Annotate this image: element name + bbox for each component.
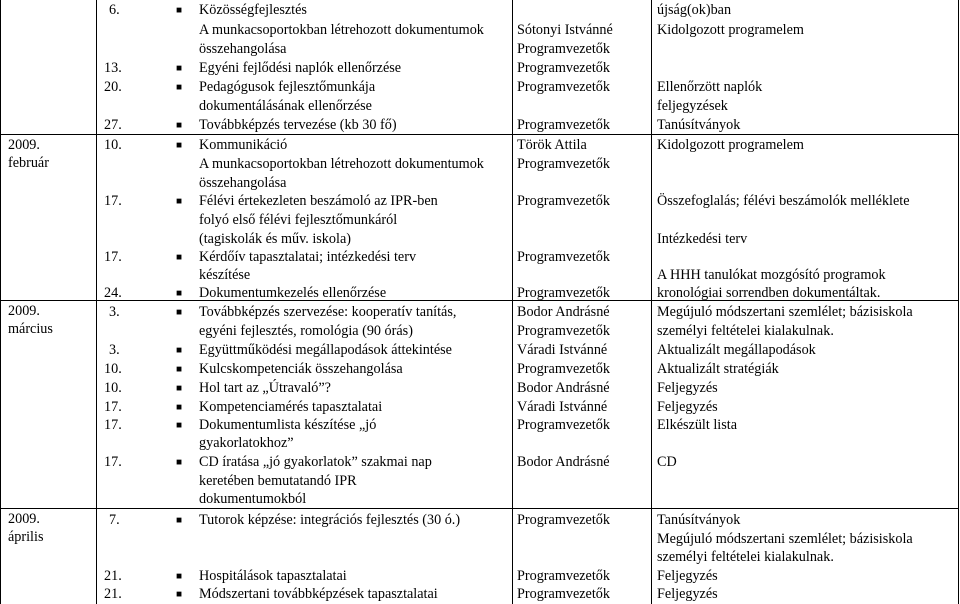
row-day: 6. [109, 2, 120, 18]
responsible-text: Váradi Istvánné [517, 399, 608, 415]
responsible-text: Programvezetők [517, 117, 610, 133]
row-day: 3. [109, 304, 120, 320]
row-day: 20. [104, 79, 122, 95]
result-text: Aktualizált stratégiák [657, 361, 779, 377]
result-text: Tanúsítványok [657, 512, 741, 528]
result-text: Ellenőrzött naplók [657, 79, 763, 95]
task-text: Módszertani továbbképzések tapasztalatai [199, 586, 438, 602]
responsible-text: Bodor Andrásné [517, 304, 610, 320]
bullet-icon: ■ [176, 5, 183, 16]
task-text: Pedagógusok fejlesztőmunkája [199, 79, 376, 95]
task-text: Félévi értekezleten beszámoló az IPR-ben [199, 193, 438, 209]
task-text: Dokumentumkezelés ellenőrzése [199, 285, 387, 301]
row-day: 21. [104, 568, 122, 584]
month-label-year: 2009. [8, 303, 40, 319]
task-text: Tutorok képzése: integrációs fejlesztés (30 ó.) [199, 512, 461, 528]
task-text: Hospitálások tapasztalatai [199, 568, 347, 584]
row-day: 24. [104, 285, 122, 301]
result-text: Összefoglalás; félévi beszámolók melléklete [657, 193, 910, 209]
bullet-icon: ■ [176, 120, 183, 131]
month-divider-february [0, 134, 959, 135]
result-text: Feljegyzés [657, 399, 718, 415]
result-text: újság(ok)ban [657, 2, 732, 18]
responsible-text: Programvezetők [517, 193, 610, 209]
row-day: 10. [104, 380, 122, 396]
responsible-text: Programvezetők [517, 323, 610, 339]
bullet-icon: ■ [176, 63, 183, 74]
bullet-icon: ■ [176, 383, 183, 394]
bullet-icon: ■ [176, 288, 183, 299]
result-text: Intézkedési terv [657, 231, 748, 247]
bullet-icon: ■ [176, 571, 183, 582]
month-label-name: április [8, 529, 44, 545]
month-label-name: február [8, 155, 49, 171]
responsible-text: Sótonyi Istvánné [517, 22, 613, 38]
task-text: összehangolása [199, 175, 287, 191]
task-text: készítése [199, 267, 251, 283]
task-text: összehangolása [199, 41, 287, 57]
task-text: Továbbképzés tervezése (kb 30 fő) [199, 117, 397, 133]
responsible-text: Programvezetők [517, 156, 610, 172]
task-text: egyéni fejlesztés, romológia (90 órás) [199, 323, 413, 339]
bullet-icon: ■ [176, 457, 183, 468]
task-text: Kompetenciamérés tapasztalatai [199, 399, 383, 415]
bullet-icon: ■ [176, 402, 183, 413]
bullet-icon: ■ [176, 345, 183, 356]
task-text: Kulcskompetenciák összehangolása [199, 361, 403, 377]
result-text: kronológiai sorrendben dokumentáltak. [657, 285, 881, 301]
bullet-icon: ■ [176, 589, 183, 600]
bullet-icon: ■ [176, 307, 183, 318]
row-day: 17. [104, 417, 122, 433]
month-label-name: március [8, 321, 53, 337]
responsible-text: Programvezetők [517, 285, 610, 301]
responsible-text: Programvezetők [517, 361, 610, 377]
task-text: dokumentálásának ellenőrzése [199, 98, 372, 114]
task-text: CD íratása „jó gyakorlatok” szakmai nap [199, 454, 432, 470]
responsible-text: Bodor Andrásné [517, 380, 610, 396]
result-text: feljegyzések [657, 98, 728, 114]
row-day: 3. [109, 342, 120, 358]
task-text: folyó első félévi fejlesztőmunkáról [199, 212, 398, 228]
result-text: A HHH tanulókat mozgósító programok [657, 267, 886, 283]
task-text: A munkacsoportokban létrehozott dokumentumok [199, 156, 484, 172]
task-text: A munkacsoportokban létrehozott dokumentumok [199, 22, 484, 38]
result-text: Kidolgozott programelem [657, 137, 804, 153]
task-text: Együttműködési megállapodások áttekintése [199, 342, 452, 358]
month-divider-april [0, 508, 959, 509]
row-day: 13. [104, 60, 122, 76]
responsible-text: Programvezetők [517, 60, 610, 76]
result-text: Feljegyzés [657, 380, 718, 396]
bullet-icon: ■ [176, 515, 183, 526]
table-border-right [958, 0, 959, 604]
row-day: 27. [104, 117, 122, 133]
result-text: Megújuló módszertani szemlélet; bázisiskola [657, 304, 913, 320]
task-text: Kommunikáció [199, 137, 288, 153]
table-border-left [0, 0, 1, 604]
task-text: (tagiskolák és műv. iskola) [199, 231, 351, 247]
task-text: gyakorlatokhoz” [199, 435, 294, 451]
task-text: Kérdőív tapasztalatai; intézkedési terv [199, 249, 417, 265]
responsible-text: Bodor Andrásné [517, 454, 610, 470]
task-text: Közösségfejlesztés [199, 2, 307, 18]
result-text: CD [657, 454, 677, 470]
bullet-icon: ■ [176, 420, 183, 431]
row-day: 21. [104, 586, 122, 602]
responsible-text: Programvezetők [517, 41, 610, 57]
bullet-icon: ■ [176, 252, 183, 263]
result-text: Kidolgozott programelem [657, 22, 804, 38]
responsible-text: Váradi Istvánné [517, 342, 608, 358]
task-text: keretében bemutatandó IPR [199, 473, 357, 489]
result-text: Aktualizált megállapodások [657, 342, 816, 358]
responsible-text: Török Attila [517, 137, 587, 153]
responsible-text: Programvezetők [517, 568, 610, 584]
bullet-icon: ■ [176, 140, 183, 151]
month-label-year: 2009. [8, 511, 40, 527]
month-label-year: 2009. [8, 137, 40, 153]
bullet-icon: ■ [176, 364, 183, 375]
result-text: Tanúsítványok [657, 117, 741, 133]
task-text: Dokumentumlista készítése „jó [199, 417, 377, 433]
result-text: Megújuló módszertani szemlélet; bázisiskola [657, 531, 913, 547]
task-text: Hol tart az „Útravaló”? [199, 380, 331, 396]
task-text: dokumentumokból [199, 491, 307, 507]
row-day: 10. [104, 361, 122, 377]
responsible-text: Programvezetők [517, 512, 610, 528]
bullet-icon: ■ [176, 82, 183, 93]
row-day: 17. [104, 249, 122, 265]
task-text: Továbbképzés szervezése: kooperatív tanítás, [199, 304, 457, 320]
column-divider-responsible [651, 0, 652, 604]
row-day: 17. [104, 399, 122, 415]
result-text: Feljegyzés [657, 586, 718, 602]
responsible-text: Programvezetők [517, 249, 610, 265]
row-day: 10. [104, 137, 122, 153]
column-divider-task [512, 0, 513, 604]
responsible-text: Programvezetők [517, 586, 610, 602]
result-text: Elkészült lista [657, 417, 737, 433]
row-day: 17. [104, 193, 122, 209]
task-text: Egyéni fejlődési naplók ellenőrzése [199, 60, 402, 76]
result-text: személyi feltételei kialakulnak. [657, 323, 834, 339]
responsible-text: Programvezetők [517, 79, 610, 95]
result-text: személyi feltételei kialakulnak. [657, 549, 834, 565]
result-text: Feljegyzés [657, 568, 718, 584]
row-day: 17. [104, 454, 122, 470]
column-divider-month [96, 0, 97, 604]
responsible-text: Programvezetők [517, 417, 610, 433]
row-day: 7. [109, 512, 120, 528]
bullet-icon: ■ [176, 196, 183, 207]
